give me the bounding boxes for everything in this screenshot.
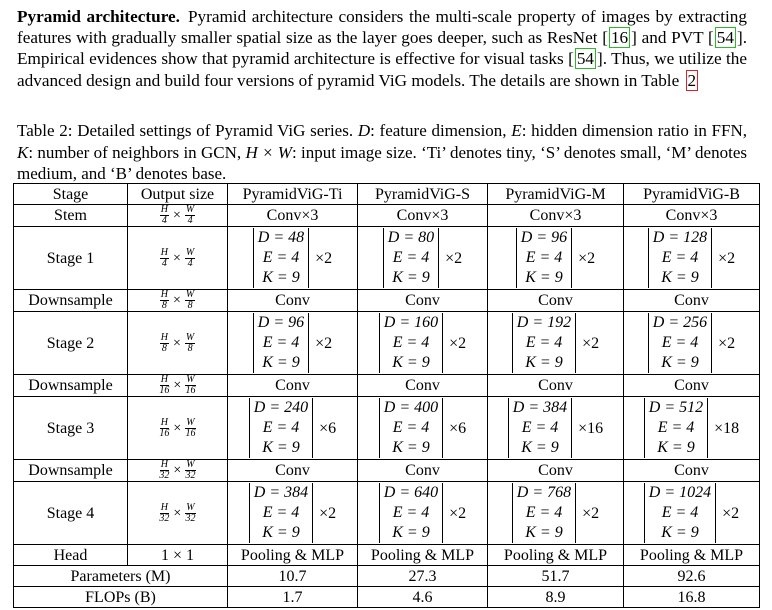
stage-block-cell: D = 512 E = 4 K = 9 ×18 [624,397,760,460]
table-cell: 51.7 [488,566,624,587]
fraction: $\frac{W}{16}$ [185,416,196,439]
caption-text: : number of neighbors in GCN, [28,142,246,162]
header-s: PyramidViG-S [358,184,488,205]
fraction: $\frac{H}{32}$ [159,459,170,481]
citation-visual-tasks[interactable]: 54 [576,49,595,69]
row-label: Downsample [14,375,128,397]
table-cell: Conv [624,290,760,312]
row-label: Parameters (M) [14,566,228,587]
table-reference-link[interactable]: 2 [687,70,697,90]
stage-block-cell: D = 400 E = 4 K = 9 ×6 [358,397,488,460]
paragraph-text: and PVT [636,28,709,48]
caption-symbol: D [357,121,371,140]
table-cell: 16.8 [624,587,760,608]
header-ti: PyramidViG-Ti [228,184,358,205]
fraction: $\frac{W}{4}$ [185,246,195,269]
table-cell: Conv [488,375,624,397]
fraction: $\frac{W}{32}$ [185,459,196,481]
fraction: $\frac{H}{16}$ [159,416,170,439]
header-b: PyramidViG-B [624,184,760,205]
table-cell: Conv [488,290,624,312]
table-cell: Conv×3 [488,205,624,227]
row-label: Stage 1 [14,227,128,290]
caption-symbol: E [511,121,522,140]
stage-block-cell: D = 1024 E = 4 K = 9 ×2 [624,482,760,545]
table-cell: Conv [358,290,488,312]
table-row-parameters [14,566,760,587]
table-row-stage-3 [14,397,760,460]
output-size-cell: $\frac{H}{32}$ × $\frac{W}{32}$ [128,460,228,482]
output-size-cell: $\frac{H}{8}$ × $\frac{W}{8}$ [128,312,228,375]
output-size-cell: $\frac{H}{32}$ × $\frac{W}{32}$ [128,482,228,545]
table-cell: 4.6 [358,587,488,608]
caption-text: : input image size. ‘Ti’ denotes tiny, ‘S’ denotes small, ‘M’ denotes medium, and ‘B’ denotes base. [17,142,747,183]
paragraph-heading: Pyramid architecture. [17,7,180,26]
output-size-cell: $\frac{H}{4}$ × $\frac{W}{4}$ [128,227,228,290]
row-label: Stage 4 [14,482,128,545]
table-cell: 92.6 [624,566,760,587]
table-cell: Pooling & MLP [358,545,488,566]
stage-block-cell: D = 96 E = 4 K = 9 ×2 [228,312,358,375]
table-cell: Conv [228,290,358,312]
stage-block-cell: D = 384 E = 4 K = 9 ×2 [228,482,358,545]
fraction: $\frac{H}{8}$ [160,289,168,311]
table-cell: 10.7 [228,566,358,587]
fraction: $\frac{W}{32}$ [185,501,196,524]
fraction: $\frac{W}{16}$ [185,374,196,396]
fraction: $\frac{W}{8}$ [185,289,195,311]
table-cell: Conv [624,460,760,482]
row-label: Stem [14,205,128,227]
stage-block-cell: D = 128 E = 4 K = 9 ×2 [624,227,760,290]
row-label: Downsample [14,460,128,482]
fraction: $\frac{W}{4}$ [185,204,195,226]
table-cell: Conv×3 [358,205,488,227]
table-cell: 27.3 [358,566,488,587]
paragraph-text: . Empirical evidences show that pyramid architecture is effective for visual tasks [17,28,747,69]
table-row-stage-4 [14,482,760,545]
table-cell: 8.9 [488,587,624,608]
table-row-stem [14,205,760,227]
header-m: PyramidViG-M [488,184,624,205]
row-label: FLOPs (B) [14,587,228,608]
table-cell: Conv [228,375,358,397]
output-size-cell: $\frac{H}{16}$ × $\frac{W}{16}$ [128,375,228,397]
table-cell: Pooling & MLP [228,545,358,566]
citation-pvt[interactable]: 54 [716,28,734,48]
table-row-stage-1 [14,227,760,290]
table-row-downsample-1 [14,290,760,312]
table-row-downsample-2 [14,375,760,397]
row-label: Head [14,545,128,566]
caption-text: Table 2: Detailed settings of Pyramid ViG series. [17,121,358,140]
caption-text: : feature dimension, [370,121,512,140]
table-cell: Conv [228,460,358,482]
stage-block-cell: D = 80 E = 4 K = 9 ×2 [358,227,488,290]
table-cell: 1.7 [228,587,358,608]
fraction: $\frac{H}{8}$ [160,331,168,354]
caption-symbol: K [17,142,29,162]
header-stage: Stage [14,184,128,205]
paragraph-text: Pyramid architecture considers the multi-scale property of images by extracting features with gradually smaller spatial size as the layer goes deeper, such as ResNet [17,7,747,48]
output-size-cell: 1 × 1 [128,545,228,566]
table-cell: Conv [358,375,488,397]
table-header-row [14,184,760,205]
caption-symbol: H × W [245,142,292,162]
caption-text: : hidden dimension ratio in FFN, [521,121,747,140]
table-cell: Pooling & MLP [488,545,624,566]
stage-block-cell: D = 240 E = 4 K = 9 ×6 [228,397,358,460]
output-size-cell: $\frac{H}{8}$ × $\frac{W}{8}$ [128,290,228,312]
table-caption [17,120,747,185]
fraction: $\frac{W}{8}$ [185,331,195,354]
stage-block-cell: D = 384 E = 4 K = 9 ×16 [488,397,624,460]
header-output-size: Output size [128,184,228,205]
pyramid-architecture-paragraph: Pyramid architecture. Pyramid architecture considers the multi-scale property of images by extracting features with gradually smaller spatial size as the layer goes deeper, such as ResNet [ 16 ] and PVT [ 54 ]. Empirical evidences show that pyramid architecture is effective for visual tasks [ 54 ]. Thus, we utilize the advanced design and build four versions of pyramid ViG models. The details are shown in Table 2 [17,7,747,90]
table-cell: Conv [488,460,624,482]
stage-block-cell: D = 160 E = 4 K = 9 ×2 [358,312,488,375]
stage-block-cell: D = 96 E = 4 K = 9 ×2 [488,227,624,290]
fraction: $\frac{H}{32}$ [159,501,170,524]
stage-block-cell: D = 768 E = 4 K = 9 ×2 [488,482,624,545]
table-row-flops [14,587,760,608]
stage-block-cell: D = 256 E = 4 K = 9 ×2 [624,312,760,375]
row-label: Downsample [14,290,128,312]
table-row-downsample-3 [14,460,760,482]
output-size-cell: $\frac{H}{16}$ × $\frac{W}{16}$ [128,397,228,460]
paragraph-text: . Thus, we utilize the advanced design and build four versions of pyramid ViG models. The details are shown in Table [17,49,747,90]
table-row-stage-2 [14,312,760,375]
row-label: Stage 3 [14,397,128,460]
output-size-cell: $\frac{H}{4}$ × $\frac{W}{4}$ [128,205,228,227]
table-cell: Conv×3 [624,205,760,227]
stage-block-cell: D = 192 E = 4 K = 9 ×2 [488,312,624,375]
fraction: $\frac{H}{4}$ [160,246,168,269]
pyramid-vig-settings-table [13,183,760,608]
table-cell: Conv [358,460,488,482]
fraction: $\frac{H}{4}$ [160,204,168,226]
stage-block-cell: D = 640 E = 4 K = 9 ×2 [358,482,488,545]
table-cell: Conv×3 [228,205,358,227]
fraction: $\frac{H}{16}$ [159,374,170,396]
table-cell: Conv [624,375,760,397]
citation-resnet[interactable]: 16 [610,28,629,48]
table-cell: Pooling & MLP [624,545,760,566]
row-label: Stage 2 [14,312,128,375]
stage-block-cell: D = 48 E = 4 K = 9 ×2 [228,227,358,290]
table-row-head [14,545,760,566]
